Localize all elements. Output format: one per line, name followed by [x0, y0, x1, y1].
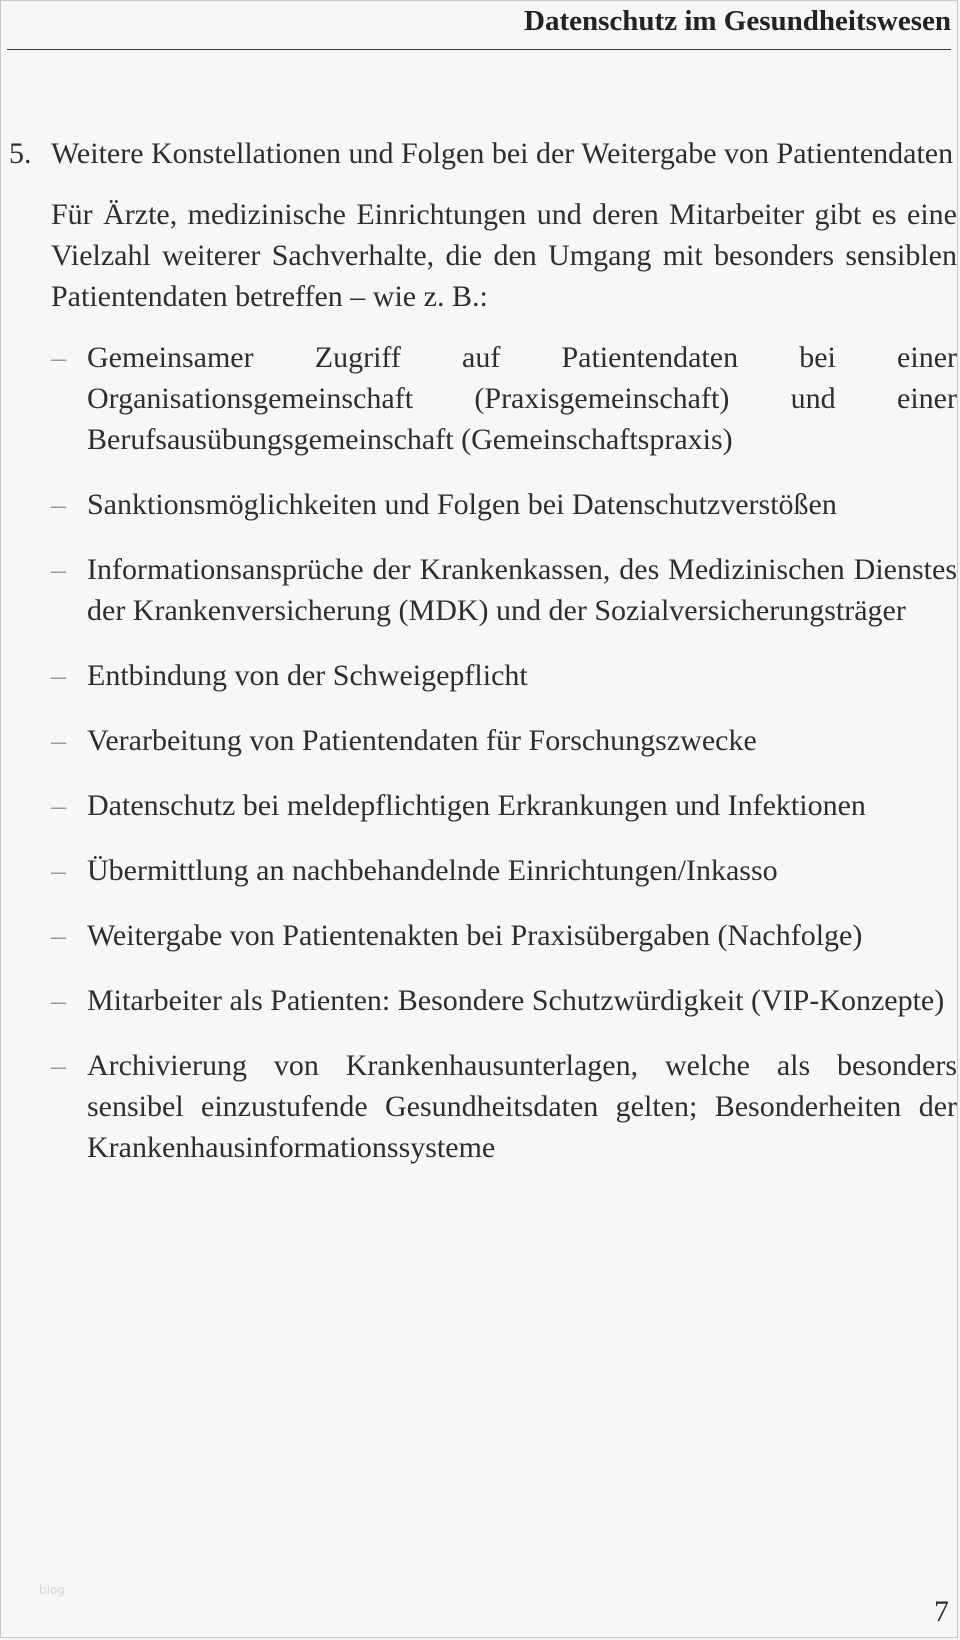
list-item-text: Weitergabe von Patientenakten bei Praxisübergaben (Nachfolge) — [87, 919, 863, 952]
list-item-text: Mitarbeiter als Patienten: Besondere Schutzwürdigkeit (VIP-Konzepte) — [87, 984, 945, 1017]
bullet-dash: – — [51, 919, 66, 952]
bullet-dash: – — [51, 984, 66, 1017]
page-content — [9, 133, 957, 1192]
running-header — [7, 1, 951, 50]
list-item-text: Gemeinsamer Zugriff auf Patientendaten bei einer Organisationsgemeinschaft (Praxisgemeinschaft) und einer Berufsausübungsgemeinschaft (Gemeinschaftspraxis) — [87, 341, 957, 456]
bullet-dash: – — [51, 789, 66, 822]
list-item — [51, 850, 957, 891]
bullet-dash: – — [51, 1049, 66, 1082]
bullet-dash: – — [51, 724, 66, 757]
list-item-text: Archivierung von Krankenhausunterlagen, welche als besonders sensibel einzustufende Gesundheitsdaten gelten; Besonderheiten der Krankenhausinformationssysteme — [87, 1049, 957, 1164]
list-item — [51, 720, 957, 761]
bullet-dash: – — [51, 659, 66, 692]
list-item-text: Sanktionsmöglichkeiten und Folgen bei Datenschutzverstößen — [87, 488, 837, 521]
bullet-dash: – — [51, 488, 66, 521]
list-item — [51, 1045, 957, 1168]
section-number: 5. — [9, 137, 32, 170]
list-item — [51, 655, 957, 696]
list-item — [51, 549, 957, 631]
list-item-text: Entbindung von der Schweigepflicht — [87, 659, 528, 692]
bullet-dash: – — [51, 341, 66, 374]
list-item — [51, 915, 957, 956]
list-item — [51, 337, 957, 460]
watermark: blog — [39, 1583, 65, 1597]
list-item — [51, 484, 957, 525]
bullet-dash: – — [51, 553, 66, 586]
list-item-text: Informationsansprüche der Krankenkassen, des Medizinischen Dienstes der Krankenversicherung (MDK) und der Sozialversicherungsträger — [87, 553, 957, 627]
running-header-title: Datenschutz im Gesundheitswesen — [524, 5, 951, 37]
section-title: Weitere Konstellationen und Folgen bei der Weitergabe von Patientendaten — [51, 137, 954, 170]
section-intro: Für Ärzte, medizinische Einrichtungen und deren Mitarbeiter gibt es eine Vielzahl weiterer Sachverhalte, die den Umgang mit besonders sensiblen Patientendaten betreffen – wie z. B.: — [51, 198, 957, 313]
list-item — [51, 980, 957, 1021]
list-item-text: Datenschutz bei meldepflichtigen Erkrankungen und Infektionen — [87, 789, 866, 822]
bullet-dash: – — [51, 854, 66, 887]
bullet-list — [51, 337, 957, 1168]
page-number: 7 — [934, 1595, 949, 1628]
list-item-text: Verarbeitung von Patientendaten für Forschungszwecke — [87, 724, 757, 757]
list-item-text: Übermittlung an nachbehandelnde Einrichtungen/Inkasso — [87, 854, 778, 887]
section-5 — [9, 133, 957, 1168]
list-item — [51, 785, 957, 826]
